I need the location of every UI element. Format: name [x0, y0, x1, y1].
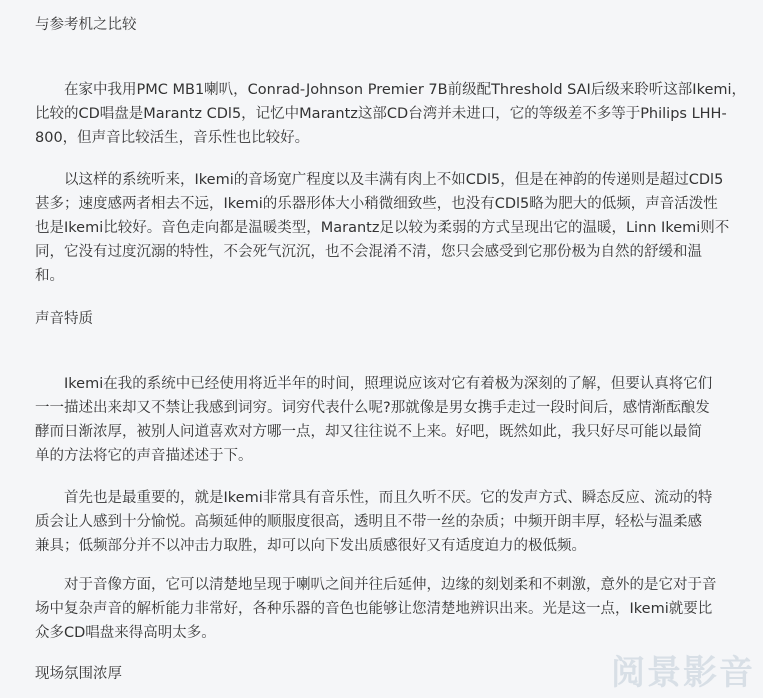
paragraph-line: 一一描述出来却又不禁让我感到词穷。词穷代表什么呢?那就像是男女携手走过一段时间后，感情渐酝酿发	[35, 400, 710, 416]
paragraph-line: Ikemi在我的系统中已经使用将近半年的时间，照理说应该对它有着极为深刻的了解，但要认真将它们	[35, 376, 713, 392]
paragraph-line: 单的方法将它的声音描述述于下。	[35, 448, 253, 464]
section-heading-live-atmosphere: 现场氛围浓厚	[35, 666, 122, 682]
paragraph	[35, 573, 725, 645]
paragraph-line: 和。	[35, 268, 64, 284]
paragraph	[35, 372, 725, 468]
section-heading-comparison: 与参考机之比较	[35, 17, 137, 33]
paragraph	[35, 486, 725, 558]
paragraph-line: 同，它没有过度沉溺的特性，不会死气沉沉，也不会混淆不清，您只会感受到它那份极为自然的舒缓和温	[35, 244, 702, 260]
paragraph	[35, 168, 730, 288]
paragraph	[35, 78, 747, 150]
paragraph-line: 众多CD唱盘来得高明太多。	[35, 625, 216, 641]
watermark-logo: 阅景影音	[611, 653, 755, 693]
paragraph-line: 甚多；速度感两者相去不远，Ikemi的乐器形体大小稍微细致些，也没有CDl5略为肥大的低频，声音活泼性	[35, 196, 718, 212]
paragraph-line: 以这样的系统听来，Ikemi的音场宽广程度以及丰满有肉上不如CDl5，但是在神韵的传递则是超过CDl5	[35, 172, 724, 188]
paragraph-line: 酵而日渐浓厚，被别人问道喜欢对方哪一点，却又往往说不上来。好吧，既然如此，我只好尽可能以最简	[35, 424, 702, 440]
paragraph-line: 在家中我用PMC MB1喇叭，Conrad-Johnson Premier 7B前级配Threshold SAI后级来聆听这部Ikemi，	[35, 82, 747, 98]
section-heading-sound-characteristics: 声音特质	[35, 311, 93, 327]
paragraph-line: 对于音像方面，它可以清楚地呈现于喇叭之间并往后延伸，边缘的刻划柔和不刺激，意外的是它对于音	[35, 577, 717, 593]
paragraph-line: 800，但声音比较活生，音乐性也比较好。	[35, 130, 310, 146]
paragraph-line: 比较的CD唱盘是Marantz CDl5，记忆中Marantz这部CD台湾并未进口，它的等级差不多等于Philips LHH-	[35, 106, 727, 122]
paragraph-line: 也是Ikemi比较好。音色走向都是温暖类型，Marantz足以较为柔弱的方式呈现出它的温暖，Linn Ikemi则不	[35, 220, 730, 236]
paragraph-line: 质会让人感到十分愉悦。高频延伸的顺服度很高，透明且不带一丝的杂质；中频开朗丰厚，轻松与温柔感	[35, 514, 702, 530]
paragraph-line: 兼具；低频部分并不以冲击力取胜，却可以向下发出质感很好又有适度迫力的极低频。	[35, 538, 586, 554]
paragraph-line: 场中复杂声音的解析能力非常好，各种乐器的音色也能够让您清楚地辨识出来。光是这一点，Ikemi就要比	[35, 601, 713, 617]
paragraph-line: 首先也是最重要的，就是Ikemi非常具有音乐性，而且久听不厌。它的发声方式、瞬态反应、流动的特	[35, 490, 713, 506]
